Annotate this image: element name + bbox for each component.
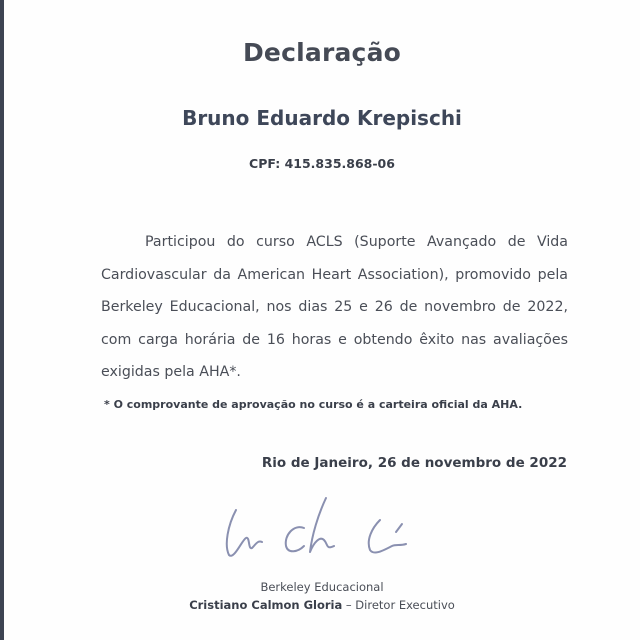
body-line: com carga horária de 16 horas e obtendo êxito nas avaliações xyxy=(101,331,568,348)
recipient-cpf: CPF: 415.835.868-06 xyxy=(249,156,395,171)
signer-line xyxy=(4,598,640,612)
signature-icon xyxy=(214,480,464,570)
place-and-date: Rio de Janeiro, 26 de novembro de 2022 xyxy=(261,455,567,471)
signer-role: – Diretor Executivo xyxy=(342,598,455,612)
declaration-page xyxy=(4,0,640,640)
recipient-name: Bruno Eduardo Krepischi xyxy=(182,106,462,130)
organization-name: Berkeley Educacional xyxy=(260,580,384,594)
declaration-body xyxy=(101,226,568,389)
document-title: Declaração xyxy=(242,38,402,67)
body-line: exigidas pela AHA*. xyxy=(101,364,241,380)
body-line: Participou do curso ACLS (Suporte Avançado de Vida xyxy=(145,234,568,250)
signer-name: Cristiano Calmon Gloria xyxy=(189,598,343,612)
footnote: * O comprovante de aprovação no curso é a carteira oficial da AHA. xyxy=(104,398,523,411)
body-line: Cardiovascular da American Heart Association), promovido pela xyxy=(101,266,568,283)
body-line: Berkeley Educacional, nos dias 25 e 26 de novembro de 2022, xyxy=(101,299,568,315)
